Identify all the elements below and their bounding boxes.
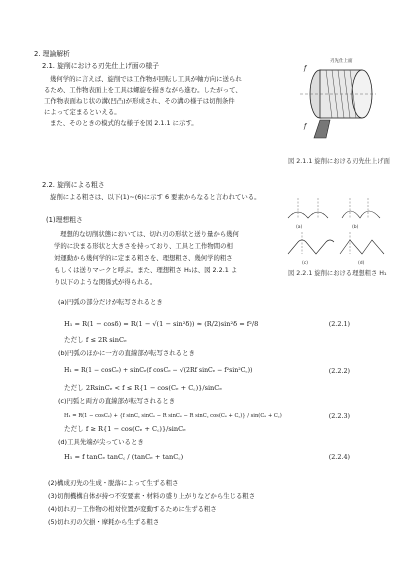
svg-text:f: f — [304, 65, 307, 72]
subfigure-label: (b) — [352, 225, 359, 230]
subfigure-label: (a) — [296, 225, 303, 230]
subsection-heading-2-2: 2.2. 旋削による粗さ — [42, 181, 105, 189]
equation-2-2-2: H₁ = R(1 − cosCₑ) + sinCₑ(f cosCₑ − √(2Rf sinCₑ − f²sin²C꜀)) — [64, 367, 253, 374]
item-heading: (1)理想粗さ — [46, 216, 83, 224]
list-item: (4)切れ刃－工作物の相対位置が変動するために生ずる粗さ — [48, 505, 217, 513]
svg-text:f: f — [304, 123, 307, 130]
list-item: (3)切削機構自体が持つ不安要素・材料の盛り上がりなどから生じる粗さ — [48, 492, 256, 500]
paragraph-line: 幾何学的に言えば、旋削では工作物が回転し工具が軸方向に送られ — [50, 75, 242, 83]
case-a-title: (a)円弧の部分だけが転写されるとき — [58, 298, 163, 306]
equation-number: (2.2.4) — [328, 453, 350, 461]
paragraph-line: 理想的な切削状態においては、切れ刃の形状と送り量から幾何 — [60, 230, 239, 238]
equation-2-2-1: H₁ = R(1 − cosδ) = R(1 − √(1 − sin²δ)) ≈ (R/2)sin²δ = f²/8 — [64, 320, 259, 328]
subfigure-label: (c) — [302, 261, 308, 266]
paragraph-line: 工作物表面ねじ状の溝(凹凸)が形成され、その溝の様子は切削条件 — [44, 97, 235, 105]
paragraph-line: 対運動から幾何学的に定まる粗さを、理想粗さ、幾何学的粗さ — [54, 254, 233, 262]
section-heading: 2. 理論解析 — [34, 50, 70, 58]
subsection-heading-2-1: 2.1. 旋削における刃先仕上げ面の様子 — [42, 62, 160, 70]
subfigure-label: (d) — [358, 261, 365, 266]
paragraph-line: もしくは送りマークと呼ぶ。また、理想粗さ H₁は、図 2.2.1 よ — [54, 266, 238, 274]
case-b-title: (b)円弧のほかに一方の直線部が転写されるとき — [58, 349, 195, 357]
equation-condition: ただし f ≥ R{1 − cos(Cₑ + C꜀)}/sinCₑ — [64, 425, 186, 433]
case-c-title: (c)円弧と両方の直線部が転写されるとき — [58, 397, 176, 405]
case-d-title: (d)工具先端が尖っているとき — [58, 438, 144, 446]
list-item: (2)構成刃先の生成・脱落によって生ずる粗さ — [48, 479, 179, 487]
paragraph-line: また、そのときの模式的な様子を図 2.1.1 に示す。 — [50, 119, 198, 127]
list-item: (5)切れ刃の欠損・摩耗から生ずる粗さ — [48, 518, 160, 526]
paragraph-line: によって定まるといえる。 — [44, 108, 121, 116]
equation-number: (2.2.3) — [328, 412, 350, 420]
figure-label: 刃先仕上面 — [330, 59, 353, 64]
figure-caption: 図 2.2.1 旋削における理想粗さ H₁ — [288, 270, 387, 277]
figure-caption: 図 2.1.1 旋削における刃先仕上げ面 — [288, 158, 390, 165]
paragraph-line: 学的に決まる形状と大きさを持っており、工具と工作物間の相 — [54, 242, 233, 250]
ideal-roughness-figure — [286, 188, 386, 268]
equation-condition: ただし 2RsinCₑ < f ≤ R{1 − cos(Cₑ + C꜀)}/sinCₑ — [64, 384, 222, 392]
equation-2-2-4: H₁ = f tanCₑ tanC꜀ / (tanCₑ + tanC꜀) — [64, 453, 184, 461]
paragraph-line: るため、工作物表面上を工具は螺旋を描きながら進む。したがって、 — [44, 86, 242, 94]
paragraph-line: り以下のような関係式が得られる。 — [54, 278, 157, 286]
equation-condition: ただし f ≤ 2R sinCₑ — [64, 336, 127, 344]
turning-surface-figure — [298, 58, 378, 148]
paragraph-line: 旋削による粗さは、以下(1)~(6)に示す 6 要素からなると言われている。 — [50, 193, 261, 201]
equation-2-2-3: H₁ = R(1 − cosCₑ) + {f sinC꜀ sinCₑ − R sinCₑ − R sinC꜀ cos(Cₑ + C꜀)} / sin(Cₑ + C꜀) — [64, 413, 282, 419]
equation-number: (2.2.1) — [328, 320, 350, 328]
equation-number: (2.2.2) — [328, 367, 350, 375]
